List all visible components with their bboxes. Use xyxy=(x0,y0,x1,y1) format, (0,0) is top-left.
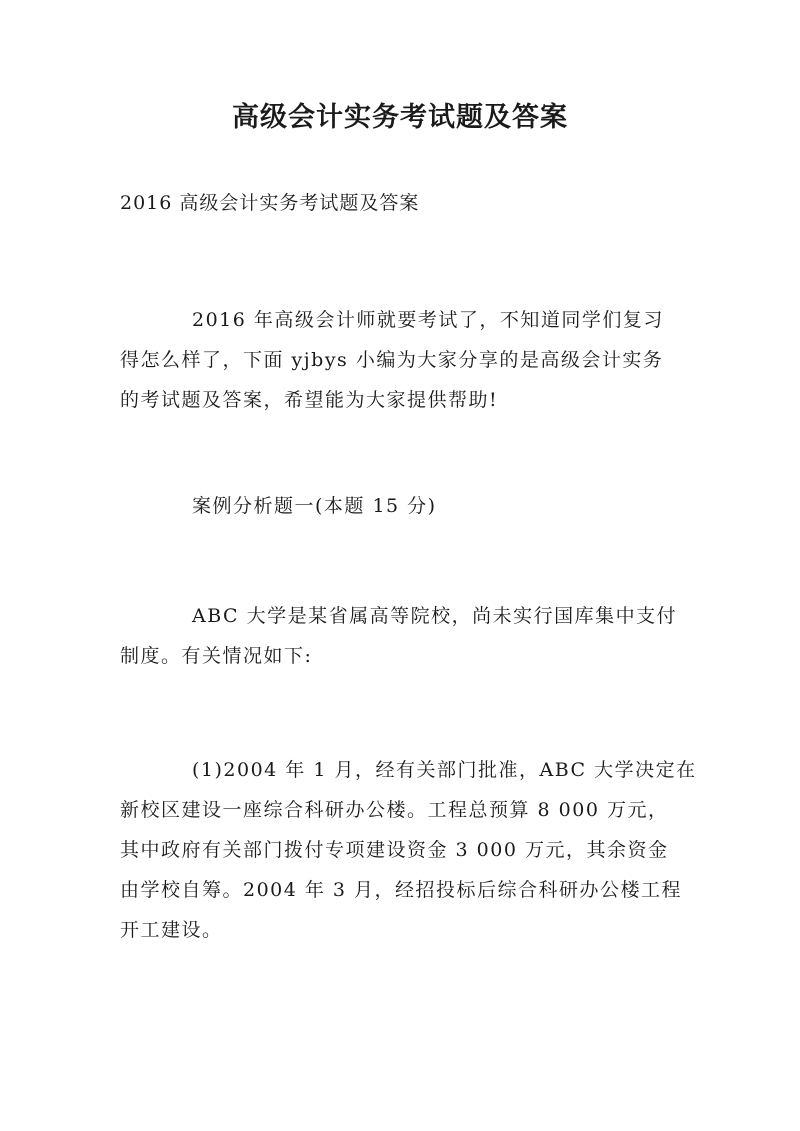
paragraph-line: 开工建设。 xyxy=(120,919,223,941)
paragraph-line: ABC 大学是某省属高等院校，尚未实行国库集中支付 xyxy=(192,605,678,627)
paragraph-line: 2016 年高级会计师就要考试了，不知道同学们复习 xyxy=(192,309,664,331)
case-background-paragraph xyxy=(120,596,690,676)
case-item-1-paragraph xyxy=(120,750,697,950)
paragraph-line: (1)2004 年 1 月，经有关部门批准，ABC 大学决定在 xyxy=(192,759,697,781)
paragraph-line: 新校区建设一座综合科研办公楼。工程总预算 8 000 万元， xyxy=(120,799,669,821)
case-heading xyxy=(120,486,690,526)
paragraph-line: 案例分析题一(本题 15 分) xyxy=(192,495,437,517)
intro-paragraph xyxy=(120,300,690,420)
paragraph-line: 由学校自筹。2004 年 3 月，经招投标后综合科研办公楼工程 xyxy=(120,879,683,901)
paragraph-line: 的考试题及答案，希望能为大家提供帮助! xyxy=(120,389,499,411)
paragraph-line: 得怎么样了，下面 yjbys 小编为大家分享的是高级会计实务 xyxy=(120,349,664,371)
document-subtitle: 2016 高级会计实务考试题及答案 xyxy=(120,192,420,214)
paragraph-line: 其中政府有关部门拨付专项建设资金 3 000 万元，其余资金 xyxy=(120,839,669,861)
paragraph-line: 制度。有关情况如下: xyxy=(120,645,313,667)
document-title: 高级会计实务考试题及答案 xyxy=(232,102,568,133)
